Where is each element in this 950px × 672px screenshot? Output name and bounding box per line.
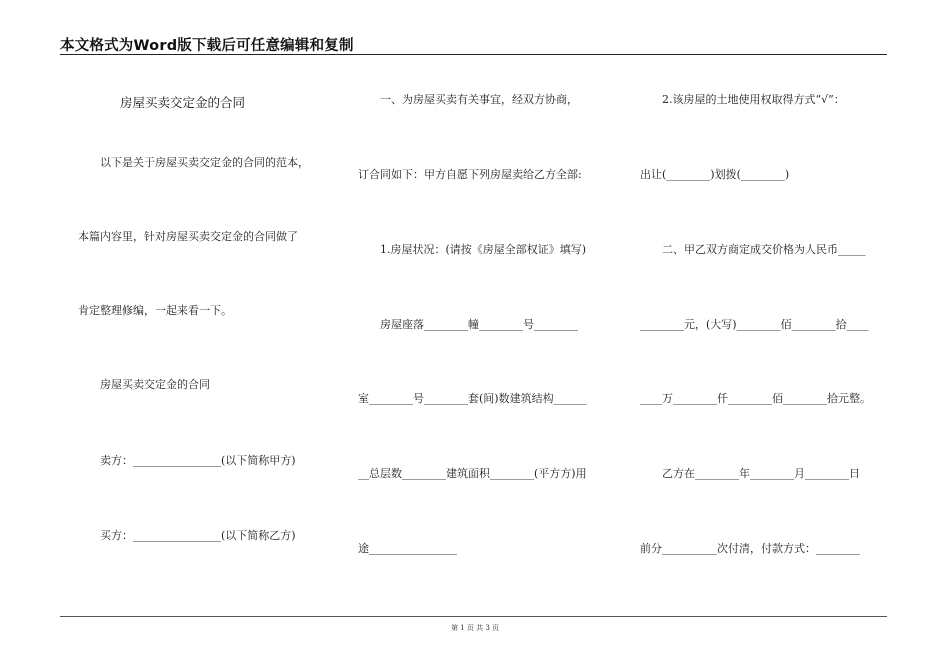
col1-line-3: 肯定整理修编，一起来看一下。 (78, 304, 232, 317)
col3-line-2: 出让(________)划拨(________) (640, 168, 790, 181)
col1-line-4: 房屋买卖交定金的合同 (100, 378, 210, 391)
col3-line-4: ________元，(大写)________佰________拾____ (640, 318, 869, 331)
page-number: 第 1 页 共 3 页 (450, 624, 500, 632)
col2-line-1: 一、为房屋买卖有关事宜，经双方协商， (380, 93, 578, 106)
col2-line-6: __总层数________建筑面积________(平方方)用 (358, 467, 587, 480)
header-rule (60, 54, 887, 55)
col3-line-3: 二、甲乙双方商定成交价格为人民币_____ (662, 243, 866, 256)
col1-seller-line: 卖方：________________(以下简称甲方) (100, 454, 296, 467)
col2-line-3: 1.房屋状况：(请按《房屋全部权证》填写) (380, 243, 587, 256)
document-title: 房屋买卖交定金的合同 (120, 95, 246, 110)
col2-line-2: 订合同如下：甲方自愿下列房屋卖给乙方全部: (358, 168, 582, 181)
footer-rule (60, 616, 887, 617)
col1-line-1: 以下是关于房屋买卖交定金的合同的范本， (100, 156, 309, 169)
document-header-banner: 本文格式为Word版下载后可任意编辑和复制 (60, 38, 354, 54)
col2-line-7: 途________________ (358, 542, 457, 555)
col3-line-6: 乙方在________年________月________日 (662, 467, 860, 480)
col3-line-1: 2.该房屋的土地使用权取得方式“√”： (662, 93, 845, 106)
col3-line-7: 前分__________次付清，付款方式：________ (640, 542, 860, 555)
col3-line-5: ____万________仟________佰________拾元整。 (640, 392, 871, 405)
col1-buyer-line: 买方：________________(以下简称乙方) (100, 529, 296, 542)
col2-line-5: 室________号________套(间)数建筑结构______ (358, 392, 587, 405)
col2-line-4: 房屋座落________幢________号________ (380, 318, 578, 331)
col1-line-2: 本篇内容里，针对房屋买卖交定金的合同做了 (78, 230, 298, 243)
